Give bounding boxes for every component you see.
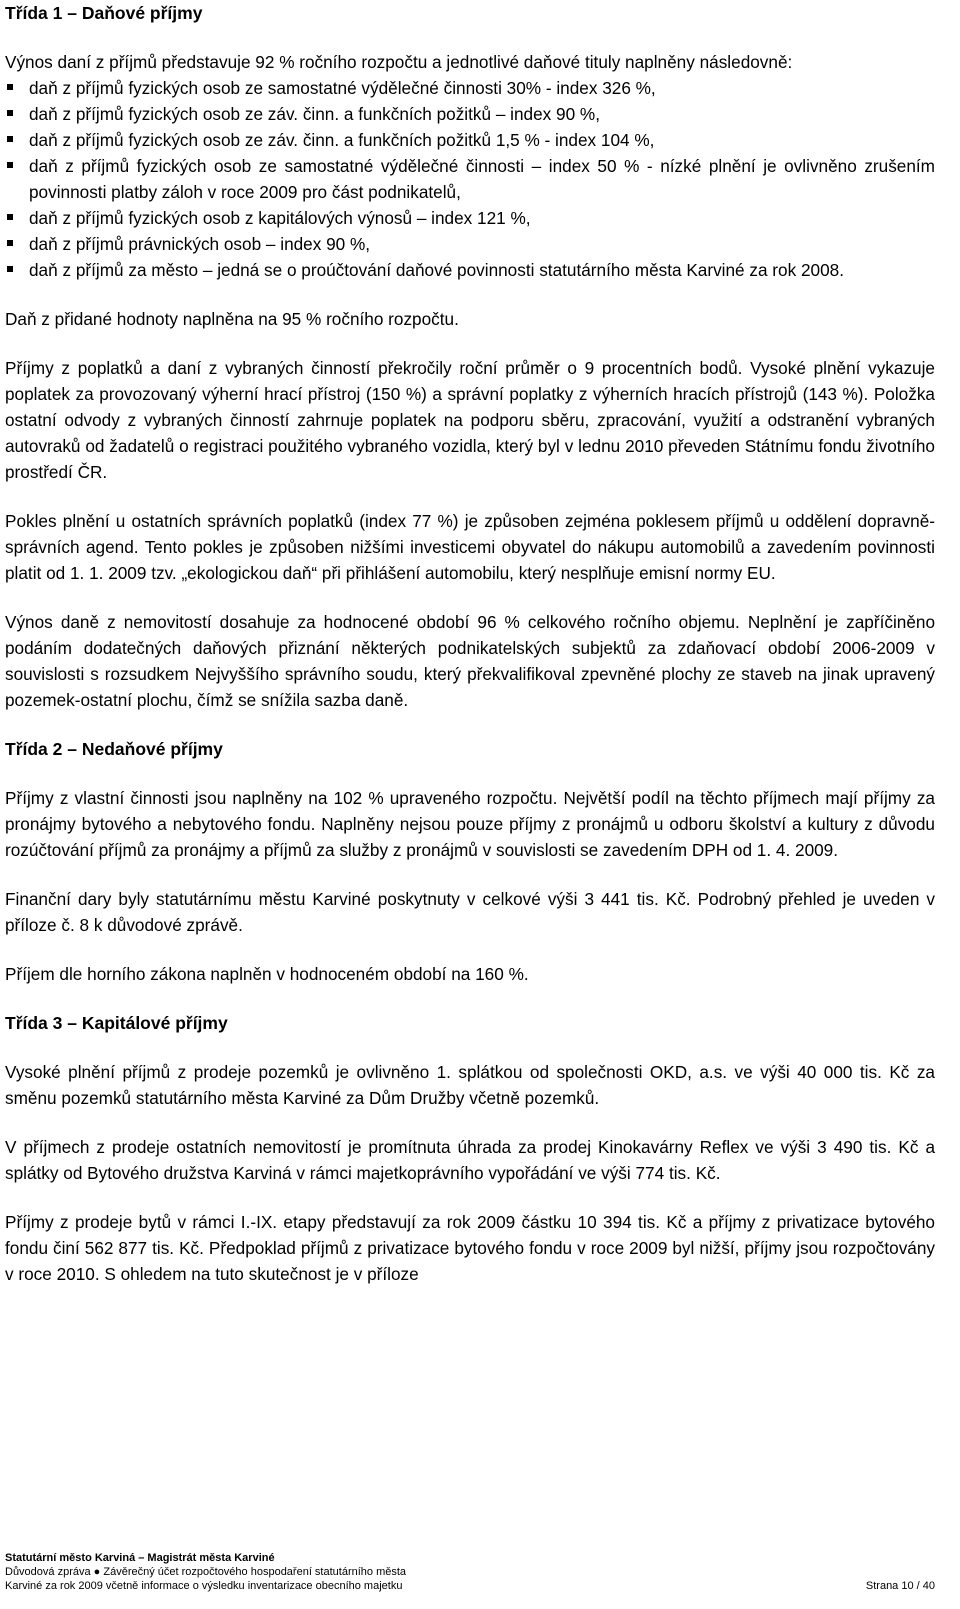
paragraph: Pokles plnění u ostatních správních poplatků (index 77 %) je způsoben zejména poklesem příjmů u oddělení dopravně-správních agend. Tento pokles je způsoben nižšími investicemi obyvatel do nákupu automobilů a zavedením povinnosti platit od 1. 1. 2009 tzv. „ekologickou daň“ při přihlášení automobilu, který nesplňuje emisní normy EU. [5, 511, 935, 583]
page-number: Strana 10 / 40 [865, 1580, 935, 1592]
paragraph: Příjmy z poplatků a daní z vybraných činností překročily roční průměr o 9 procentních bodů. Vysoké plnění vykazuje poplatek za provozovaný výherní hrací přístroj (150 %) a správní poplatky z výherních hracích přístrojů (143 %). Položka ostatní odvody z vybraných činností zahrnuje poplatek na podporu sběru, zpracování, využití a odstranění vybraných autovraků od žadatelů o registraci použitého vybraného vozidla, který byl v lednu 2010 převeden Státnímu fondu životního prostředí ČR. [5, 358, 935, 482]
paragraph: Příjmy z vlastní činnosti jsou naplněny na 102 % upraveného rozpočtu. Největší podíl na těchto příjmech mají příjmy za pronájmy bytového a nebytového fondu. Naplněny nejsou pouze příjmy z pronájmů u odboru školství a kultury z důvodu rozúčtování příjmů za pronájmy a příjmů za služby z pronájmů v souvislosti se zavedením DPH od 1. 4. 2009. [5, 788, 935, 860]
bullet-square-icon [7, 162, 13, 168]
list-item: daň z příjmů fyzických osob ze záv. činn. a funkčních požitků – index 90 %, [29, 101, 935, 127]
bullet-square-icon [7, 110, 13, 116]
paragraph: Příjmy z prodeje bytů v rámci I.-IX. etapy představují za rok 2009 částku 10 394 tis. Kč a příjmy z privatizace bytového fondu činí 562 877 tis. Kč. Předpoklad příjmů z privatizace bytového fondu v roce 2009 byl nižší, příjmy jsou rozpočtovány v roce 2010. S ohledem na tuto skutečnost je v příloze [5, 1212, 935, 1284]
footer-document-title: Důvodová zpráva ● Závěrečný účet rozpočtového hospodaření statutárního města [5, 1566, 407, 1578]
footer-last-row [5, 1579, 935, 1593]
section-heading-trida1: Třída 1 – Daňové příjmy [5, 3, 203, 23]
bullet-square-icon [7, 266, 13, 272]
page-footer [5, 1551, 935, 1593]
bullet-square-icon [7, 84, 13, 90]
bullet-square-icon [7, 136, 13, 142]
paragraph: Finanční dary byly statutárnímu městu Karviné poskytnuty v celkové výši 3 441 tis. Kč. Podrobný přehled je uveden v příloze č. 8 k důvodové zprávě. [5, 889, 935, 935]
paragraph: Výnos daně z nemovitostí dosahuje za hodnocené období 96 % celkového ročního objemu. Neplnění je zapříčiněno podáním dodatečných daňových přiznání některých podnikatelských subjektů za zdaňovací období 2006-2009 v souvislosti s rozsudkem Nejvyššího správního soudu, který překvalifikoval zpevněné plochy ze staveb na jinak upravený pozemek-ostatní plochu, čímž se snížila sazba daně. [5, 612, 935, 710]
footer-document-subtitle: Karviné za rok 2009 včetně informace o výsledku inventarizace obecního majetku [5, 1580, 403, 1592]
paragraph: Daň z přidané hodnoty naplněna na 95 % ročního rozpočtu. [5, 309, 459, 329]
paragraph: Příjem dle horního zákona naplněn v hodnoceném období na 160 %. [5, 964, 529, 984]
list-item: daň z příjmů fyzických osob ze samostatné výdělečné činnosti 30% - index 326 %, [29, 75, 935, 101]
list-item: daň z příjmů fyzických osob ze samostatné výdělečné činnosti – index 50 % - nízké plnění je ovlivněno zrušením povinnosti platby záloh v roce 2009 pro část podnikatelů, [29, 153, 935, 205]
list-item: daň z příjmů fyzických osob ze záv. činn. a funkčních požitků 1,5 % - index 104 %, [29, 127, 935, 153]
tax-list [5, 75, 935, 283]
list-item: daň z příjmů fyzických osob z kapitálových výnosů – index 121 %, [29, 205, 935, 231]
document-body [5, 0, 935, 1287]
list-item: daň z příjmů právnických osob – index 90 %, [29, 231, 935, 257]
section-heading-trida3: Třída 3 – Kapitálové příjmy [5, 1013, 228, 1033]
footer-organization: Statutární město Karviná – Magistrát města Karviné [5, 1552, 275, 1564]
paragraph-intro: Výnos daní z příjmů představuje 92 % ročního rozpočtu a jednotlivé daňové tituly naplněny následovně: [5, 52, 793, 72]
paragraph: V příjmech z prodeje ostatních nemovitostí je promítnuta úhrada za prodej Kinokavárny Reflex ve výši 3 490 tis. Kč a splátky od Bytového družstva Karviná v rámci majetkoprávního vypořádání ve výši 774 tis. Kč. [5, 1137, 935, 1183]
bullet-square-icon [7, 240, 13, 246]
section-heading-trida2: Třída 2 – Nedaňové příjmy [5, 739, 223, 759]
list-item: daň z příjmů za město – jedná se o proúčtování daňové povinnosti statutárního města Karviné za rok 2008. [29, 257, 935, 283]
bullet-square-icon [7, 214, 13, 220]
paragraph: Vysoké plnění příjmů z prodeje pozemků je ovlivněno 1. splátkou od společnosti OKD, a.s. ve výši 40 000 tis. Kč za směnu pozemků statutárního města Karviné za Dům Družby včetně pozemků. [5, 1062, 935, 1108]
